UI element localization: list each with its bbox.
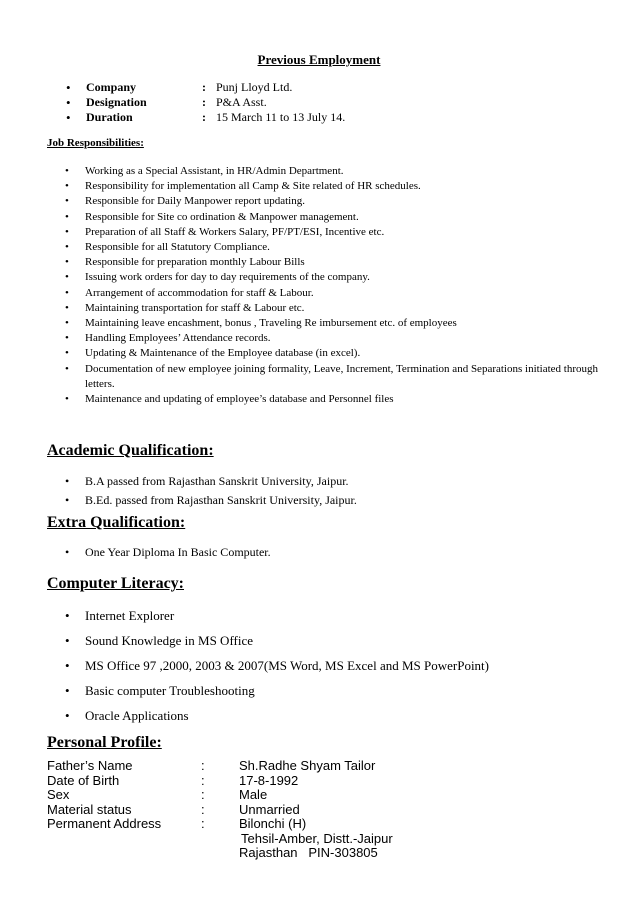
profile-value: Bilonchi (H) (239, 816, 307, 831)
list-item: • Documentation of new employee joining formality, Leave, Increment, Termination and Separations initiated through letters. (47, 362, 607, 392)
profile-value: Sh.Radhe Shyam Tailor (239, 758, 376, 773)
computer-list (47, 608, 489, 733)
personal-heading: Personal Profile: (47, 734, 162, 751)
list-item: • Sound Knowledge in MS Office (47, 633, 489, 658)
list-item: • B.Ed. passed from Rajasthan Sanskrit University, Jaipur. (47, 491, 357, 510)
responsibilities-list (47, 164, 607, 407)
colon: : (201, 772, 205, 788)
profile-row (47, 817, 393, 832)
list-item: • Responsible for preparation monthly Labour Bills (47, 255, 607, 270)
extra-heading: Extra Qualification: (47, 514, 186, 531)
list-item: • Updating & Maintenance of the Employee database (in excel). (47, 346, 607, 361)
colon: : (202, 110, 206, 124)
list-item: • B.A passed from Rajasthan Sanskrit University, Jaipur. (47, 472, 357, 491)
list-item: • Internet Explorer (47, 608, 489, 633)
profile-row (47, 803, 393, 818)
list-item: • Responsible for Daily Manpower report updating. (47, 194, 607, 209)
academic-list (47, 472, 357, 510)
list-item: • Basic computer Troubleshooting (47, 683, 489, 708)
academic-heading: Academic Qualification: (47, 442, 214, 459)
field-label: Company (86, 80, 137, 94)
bullet (48, 110, 86, 124)
field-value: P&A Asst. (216, 95, 267, 109)
computer-heading: Computer Literacy: (47, 575, 184, 592)
field-value: 15 March 11 to 13 July 14. (216, 110, 346, 124)
job-responsibilities-heading: Job Responsibilities: (47, 137, 144, 149)
list-item: • Responsible for Site co ordination & Manpower management. (47, 210, 607, 225)
list-item: • Working as a Special Assistant, in HR/Admin Department. (47, 164, 607, 179)
colon: : (201, 816, 205, 831)
profile-label: Material status (47, 801, 132, 817)
list-item: • Issuing work orders for day to day requirements of the company. (47, 270, 607, 285)
list-item: • One Year Diploma In Basic Computer. (47, 545, 271, 560)
colon: : (202, 80, 206, 94)
profile-label: Father’s Name (47, 758, 133, 773)
extra-list (47, 545, 271, 560)
list-item: • Handling Employees’ Attendance records. (47, 331, 607, 346)
profile-value: Unmarried (239, 801, 300, 817)
list-item: • Maintaining leave encashment, bonus , Traveling Re imbursement etc. of employees (47, 316, 607, 331)
previous-employment-title: Previous Employment (257, 52, 381, 67)
list-item: • Maintaining transportation for staff & Labour etc. (47, 301, 607, 316)
list-item: • Arrangement of accommodation for staff & Labour. (47, 286, 607, 301)
field-value: Punj Lloyd Ltd. (216, 80, 293, 94)
list-item: • MS Office 97 ,2000, 2003 & 2007(MS Word, MS Excel and MS PowerPoint) (47, 658, 489, 683)
field-company (48, 80, 292, 95)
colon: : (201, 801, 205, 817)
list-item: • Responsibility for implementation all Camp & Site related of HR schedules. (47, 179, 607, 194)
profile-label: Date of Birth (47, 772, 120, 788)
colon: : (201, 758, 205, 773)
bullet (48, 80, 86, 94)
colon: : (202, 95, 206, 109)
profile-label: Sex (47, 787, 70, 802)
colon: : (201, 787, 205, 802)
field-duration (48, 110, 345, 125)
profile-row (47, 774, 393, 789)
profile-row (47, 759, 393, 774)
address-line: Tehsil-Amber, Distt.-Jaipur (241, 830, 393, 846)
list-item: • Maintenance and updating of employee’s database and Personnel files (47, 392, 607, 407)
profile-value: Male (239, 787, 268, 802)
field-label: Designation (86, 95, 147, 109)
field-designation (48, 95, 267, 110)
field-label: Duration (86, 110, 133, 124)
profile-value: 17-8-1992 (239, 772, 299, 788)
profile-row (47, 788, 393, 803)
personal-profile (47, 759, 393, 861)
profile-label: Permanent Address (47, 816, 162, 831)
bullet (48, 95, 86, 109)
list-item: • Responsible for all Statutory Compliance. (47, 240, 607, 255)
list-item: • Preparation of all Staff & Workers Salary, PF/PT/ESI, Incentive etc. (47, 225, 607, 240)
address-line: Rajasthan PIN-303805 (239, 845, 378, 860)
list-item: • Oracle Applications (47, 708, 489, 733)
